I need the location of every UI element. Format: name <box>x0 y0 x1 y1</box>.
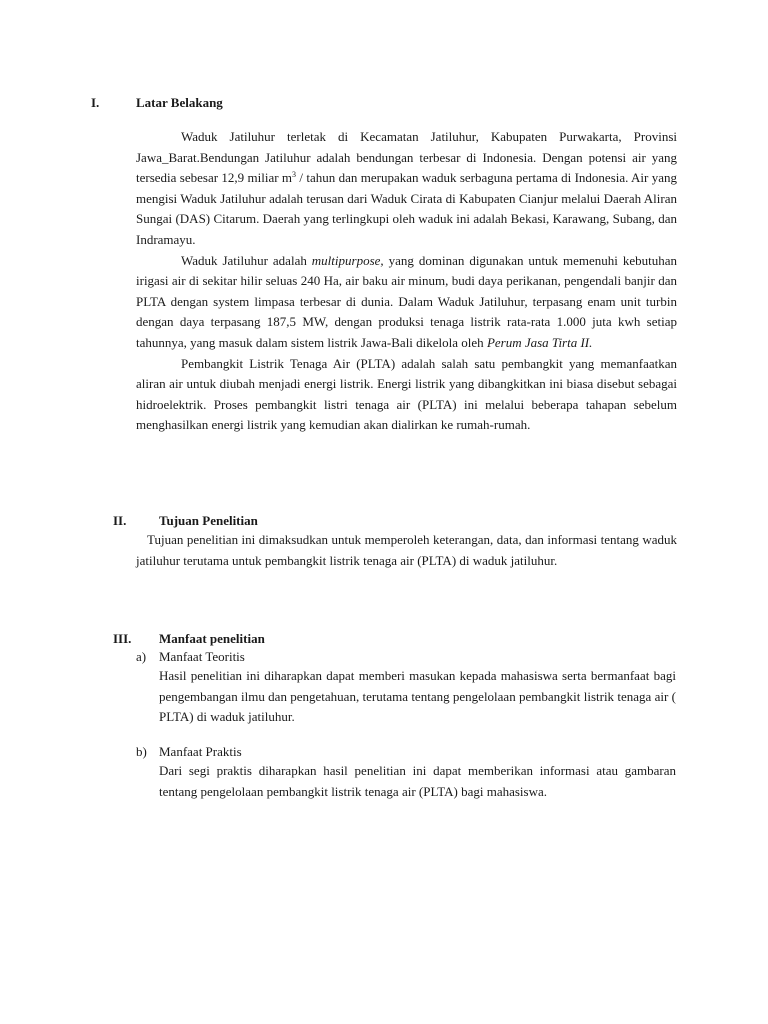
italic-perum-jasa-tirta: Perum Jasa Tirta II. <box>486 334 593 350</box>
section-2-number: II. <box>113 513 127 528</box>
section-2-title: Tujuan Penelitian <box>159 513 258 528</box>
paragraph-multipurpose <box>136 251 677 354</box>
paragraph-tujuan: Tujuan penelitian ini dimaksudkan untuk memperoleh keterangan, data, dan informasi tentang waduk jatiluhur terutama untuk pembangkit listrik tenaga air (PLTA) di waduk jatiluhur. <box>136 532 677 568</box>
paragraph-location-text-b: / tahun dan merupakan waduk serbaguna pertama di Indonesia. Air yang mengisi Waduk Jatiluhur adalah terusan dari Waduk Cirata di Kabupaten Cianjur melalui Daerah Aliran Sungai (DAS) Citarum. Daerah yang terlingkupi oleh waduk ini adalah Bekasi, Karawang, Subang, dan Indramayu. <box>136 170 677 247</box>
paragraph-teoritis: Hasil penelitian ini diharapkan dapat memberi masukan kepada mahasiswa serta bermanfaat bagi pengembangan ilmu dan pengetahuan, terutama tentang pengelolaan pembangkit listrik tenaga air ( PLTA) di waduk jatiluhur. <box>159 668 676 725</box>
section-2-body <box>136 530 677 571</box>
superscript-3: 3 <box>292 170 297 180</box>
subsection-a-body <box>159 666 676 728</box>
section-1-title: Latar Belakang <box>136 95 223 110</box>
list-label-b: b) <box>136 744 147 759</box>
subsection-a-title: Manfaat Teoritis <box>159 649 245 664</box>
italic-multipurpose: multipurpose, <box>311 252 384 268</box>
paragraph-multipurpose-text-b: yang dominan digunakan untuk memenuhi kebutuhan irigasi air di sekitar hilir seluas 240 Ha, air baku air minum, budi daya perikanan, pengendali banjir dan PLTA dengan system limpasa terbesar di dunia. Dalam Waduk Jatiluhur, terpasang enam unit turbin dengan daya terpasang 187,5 MW, dengan produksi tenaga listrik rata-rata 1.000 juta kwh setiap tahunnya, yang masuk dalam sistem listrik Jawa-Bali dikelola oleh <box>136 252 677 350</box>
paragraph-location-text-a: Waduk Jatiluhur terletak di Kecamatan Jatiluhur, Kabupaten Purwakarta, Provinsi Jawa_Barat.Bendungan Jatiluhur adalah bendungan terbesar di Indonesia. Dengan potensi air yang tersedia sebesar 12,9 miliar m <box>136 129 677 186</box>
subsection-b-title: Manfaat Praktis <box>159 744 242 759</box>
section-3-number: III. <box>113 631 132 646</box>
paragraph-location <box>136 127 677 251</box>
subsection-b-body <box>159 761 676 802</box>
paragraph-plta: Pembangkit Listrik Tenaga Air (PLTA) adalah salah satu pembangkit yang memanfaatkan aliran air untuk diubah menjadi energi listrik. Energi listrik yang dibangkitkan ini biasa disebut sebagai hidroelektrik. Proses pembangkit listri tenaga air (PLTA) ini melalui beberapa tahapan sebelum menghasilkan energi listrik yang kemudian akan dialirkan ke rumah-rumah. <box>136 355 677 433</box>
section-1-body <box>136 127 677 436</box>
paragraph-multipurpose-text-a: Waduk Jatiluhur adalah <box>181 252 312 268</box>
list-label-a: a) <box>136 649 147 664</box>
section-1-number: I. <box>91 95 100 110</box>
section-3-title: Manfaat penelitian <box>159 631 265 646</box>
paragraph-praktis: Dari segi praktis diharapkan hasil penelitian ini dapat memberikan informasi atau gambaran tentang pengelolaan pembangkit listrik tenaga air (PLTA) bagi mahasiswa. <box>159 763 676 799</box>
